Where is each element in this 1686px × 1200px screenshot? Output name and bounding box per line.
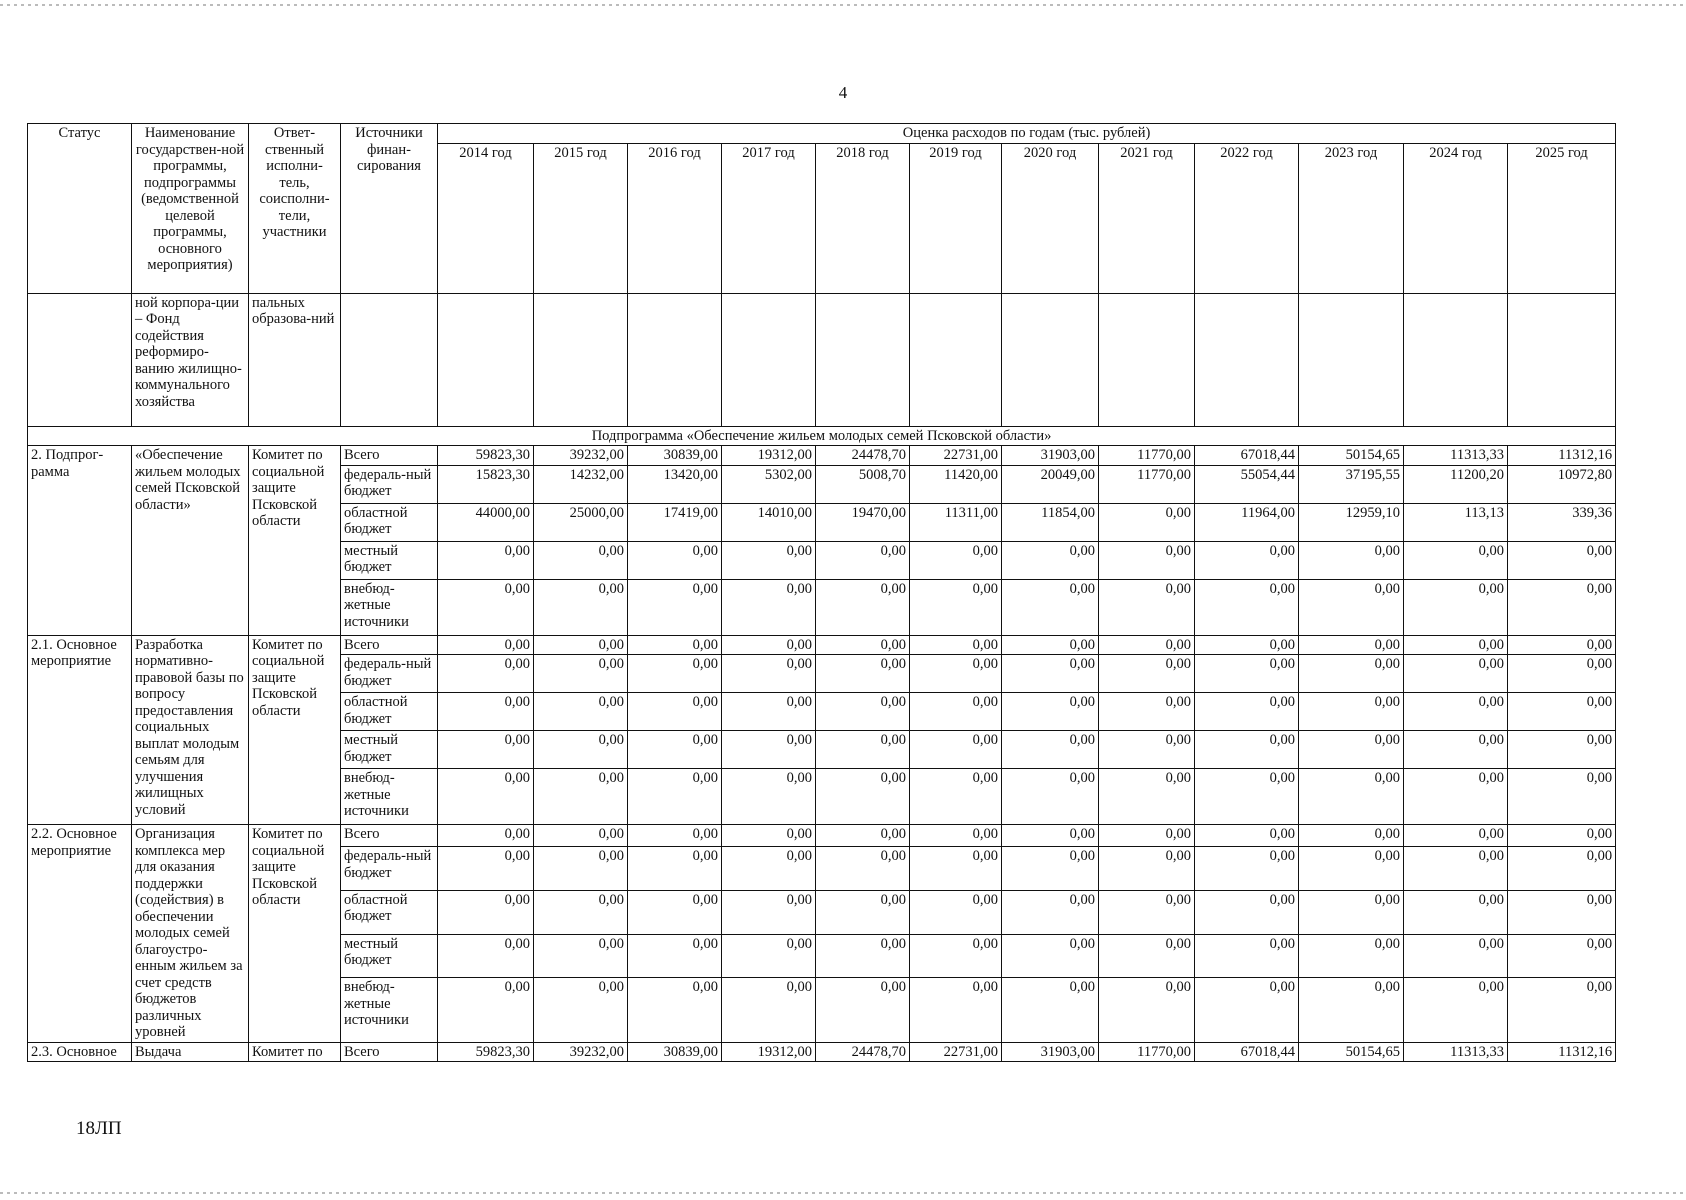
amount-cell: 0,00	[910, 579, 1002, 635]
amount-cell: 0,00	[1508, 934, 1616, 978]
continuation-cell	[1099, 293, 1195, 426]
amount-cell: 0,00	[1099, 978, 1195, 1042]
amount-cell: 0,00	[910, 635, 1002, 655]
amount-cell: 0,00	[816, 635, 910, 655]
amount-cell: 11313,33	[1404, 1042, 1508, 1062]
header-status: Статус	[28, 124, 132, 294]
funding-source: областной бюджет	[341, 890, 438, 934]
amount-cell: 11200,20	[1404, 465, 1508, 503]
amount-cell: 0,00	[1195, 693, 1299, 731]
amount-cell: 0,00	[1508, 769, 1616, 825]
funding-source: Всего	[341, 446, 438, 466]
amount-cell: 0,00	[1299, 635, 1404, 655]
amount-cell: 0,00	[1508, 693, 1616, 731]
amount-cell: 24478,70	[816, 1042, 910, 1062]
amount-cell: 30839,00	[628, 1042, 722, 1062]
amount-cell: 0,00	[816, 579, 910, 635]
amount-cell: 39232,00	[534, 446, 628, 466]
continuation-name: ной корпора-ции – Фонд содействия реформиро-ванию жилищно-коммунального хозяйства	[132, 293, 249, 426]
amount-cell: 0,00	[1404, 635, 1508, 655]
amount-cell: 0,00	[1299, 769, 1404, 825]
amount-cell: 0,00	[1195, 635, 1299, 655]
amount-cell: 0,00	[438, 579, 534, 635]
funding-source: федераль-ный бюджет	[341, 847, 438, 891]
amount-cell: 0,00	[1299, 655, 1404, 693]
amount-cell: 11964,00	[1195, 503, 1299, 541]
amount-cell: 0,00	[1002, 847, 1099, 891]
amount-cell: 0,00	[722, 934, 816, 978]
amount-cell: 0,00	[1195, 655, 1299, 693]
amount-cell: 0,00	[438, 731, 534, 769]
amount-cell: 0,00	[628, 693, 722, 731]
amount-cell: 0,00	[1099, 731, 1195, 769]
amount-cell: 11420,00	[910, 465, 1002, 503]
amount-cell: 0,00	[1099, 769, 1195, 825]
amount-cell: 0,00	[722, 890, 816, 934]
amount-cell: 0,00	[722, 978, 816, 1042]
funding-source: областной бюджет	[341, 503, 438, 541]
amount-cell: 0,00	[1299, 693, 1404, 731]
amount-cell: 11770,00	[1099, 446, 1195, 466]
amount-cell: 0,00	[1508, 579, 1616, 635]
funding-source: внебюд-жетные источники	[341, 769, 438, 825]
amount-cell: 0,00	[1002, 579, 1099, 635]
page-number: 4	[838, 83, 848, 102]
continuation-row	[28, 293, 1616, 426]
amount-cell: 0,00	[534, 731, 628, 769]
funding-source: местный бюджет	[341, 731, 438, 769]
amount-cell: 22731,00	[910, 446, 1002, 466]
amount-cell: 0,00	[534, 890, 628, 934]
amount-cell: 14232,00	[534, 465, 628, 503]
amount-cell: 0,00	[1099, 503, 1195, 541]
amount-cell: 0,00	[816, 934, 910, 978]
amount-cell: 0,00	[534, 579, 628, 635]
amount-cell: 59823,30	[438, 1042, 534, 1062]
continuation-cell	[1404, 293, 1508, 426]
amount-cell: 0,00	[1195, 541, 1299, 579]
amount-cell: 0,00	[1195, 890, 1299, 934]
amount-cell: 31903,00	[1002, 446, 1099, 466]
table-row	[28, 825, 1616, 847]
table-row	[28, 635, 1616, 655]
amount-cell: 11313,33	[1404, 446, 1508, 466]
amount-cell: 31903,00	[1002, 1042, 1099, 1062]
amount-cell: 0,00	[910, 693, 1002, 731]
header-year: 2024 год	[1404, 143, 1508, 293]
amount-cell: 0,00	[816, 655, 910, 693]
amount-cell: 0,00	[910, 655, 1002, 693]
header-name: Наименование государствен-ной программы, подпрограммы (ведомственной целевой программы, основного мероприятия)	[132, 124, 249, 294]
amount-cell: 5302,00	[722, 465, 816, 503]
amount-cell: 0,00	[1002, 541, 1099, 579]
amount-cell: 0,00	[910, 890, 1002, 934]
header-year: 2014 год	[438, 143, 534, 293]
amount-cell: 5008,70	[816, 465, 910, 503]
expenditure-table	[27, 123, 1616, 1062]
amount-cell: 0,00	[534, 978, 628, 1042]
amount-cell: 0,00	[722, 541, 816, 579]
amount-cell: 0,00	[1099, 635, 1195, 655]
header-year: 2021 год	[1099, 143, 1195, 293]
amount-cell: 0,00	[910, 847, 1002, 891]
amount-cell: 19470,00	[816, 503, 910, 541]
amount-cell: 0,00	[628, 978, 722, 1042]
funding-source: федераль-ный бюджет	[341, 465, 438, 503]
amount-cell: 0,00	[1404, 978, 1508, 1042]
amount-cell: 0,00	[534, 847, 628, 891]
row-status: 2. Подпрог-рамма	[28, 446, 132, 636]
header-year: 2020 год	[1002, 143, 1099, 293]
amount-cell: 0,00	[1002, 655, 1099, 693]
footer-code: 18ЛП	[76, 1118, 122, 1139]
amount-cell: 0,00	[722, 693, 816, 731]
amount-cell: 0,00	[910, 978, 1002, 1042]
amount-cell: 11311,00	[910, 503, 1002, 541]
continuation-cell	[910, 293, 1002, 426]
amount-cell: 0,00	[438, 978, 534, 1042]
amount-cell: 0,00	[1002, 731, 1099, 769]
amount-cell: 0,00	[1508, 635, 1616, 655]
amount-cell: 14010,00	[722, 503, 816, 541]
row-responsible: Комитет по социальной защите Псковской области	[249, 446, 341, 636]
amount-cell: 0,00	[438, 890, 534, 934]
amount-cell: 11312,16	[1508, 1042, 1616, 1062]
amount-cell: 0,00	[1299, 847, 1404, 891]
amount-cell: 11770,00	[1099, 1042, 1195, 1062]
amount-cell: 17419,00	[628, 503, 722, 541]
table-row	[28, 1042, 1616, 1062]
amount-cell: 0,00	[910, 731, 1002, 769]
amount-cell: 30839,00	[628, 446, 722, 466]
funding-source: федераль-ный бюджет	[341, 655, 438, 693]
amount-cell: 0,00	[628, 825, 722, 847]
row-status: 2.2. Основное мероприятие	[28, 825, 132, 1043]
amount-cell: 0,00	[628, 579, 722, 635]
amount-cell: 0,00	[1195, 847, 1299, 891]
continuation-status	[28, 293, 132, 426]
row-status: 2.3. Основное	[28, 1042, 132, 1062]
amount-cell: 0,00	[534, 769, 628, 825]
amount-cell: 0,00	[1299, 825, 1404, 847]
table-body	[28, 293, 1616, 1062]
amount-cell: 0,00	[1002, 934, 1099, 978]
amount-cell: 0,00	[910, 934, 1002, 978]
amount-cell: 0,00	[1404, 825, 1508, 847]
amount-cell: 12959,10	[1299, 503, 1404, 541]
amount-cell: 0,00	[1099, 890, 1195, 934]
header-year: 2018 год	[816, 143, 910, 293]
funding-source: местный бюджет	[341, 541, 438, 579]
amount-cell: 0,00	[1002, 978, 1099, 1042]
continuation-cell	[1002, 293, 1099, 426]
amount-cell: 0,00	[1299, 541, 1404, 579]
amount-cell: 22731,00	[910, 1042, 1002, 1062]
amount-cell: 0,00	[1099, 579, 1195, 635]
amount-cell: 0,00	[722, 579, 816, 635]
amount-cell: 0,00	[816, 541, 910, 579]
amount-cell: 0,00	[628, 635, 722, 655]
amount-cell: 50154,65	[1299, 1042, 1404, 1062]
amount-cell: 0,00	[1508, 825, 1616, 847]
continuation-source	[341, 293, 438, 426]
amount-cell: 0,00	[816, 731, 910, 769]
amount-cell: 0,00	[722, 769, 816, 825]
amount-cell: 0,00	[534, 934, 628, 978]
continuation-cell	[1195, 293, 1299, 426]
amount-cell: 0,00	[1404, 579, 1508, 635]
funding-source: местный бюджет	[341, 934, 438, 978]
amount-cell: 50154,65	[1299, 446, 1404, 466]
amount-cell: 0,00	[628, 769, 722, 825]
amount-cell: 13420,00	[628, 465, 722, 503]
amount-cell: 0,00	[1404, 541, 1508, 579]
row-responsible: Комитет по социальной защите Псковской области	[249, 635, 341, 825]
amount-cell: 0,00	[534, 655, 628, 693]
amount-cell: 0,00	[1002, 693, 1099, 731]
amount-cell: 0,00	[534, 541, 628, 579]
amount-cell: 0,00	[816, 890, 910, 934]
amount-cell: 0,00	[722, 655, 816, 693]
funding-source: внебюд-жетные источники	[341, 579, 438, 635]
subprogram-title: Подпрограмма «Обеспечение жильем молодых семей Псковской области»	[28, 426, 1616, 446]
amount-cell: 0,00	[1099, 693, 1195, 731]
amount-cell: 25000,00	[534, 503, 628, 541]
header-year: 2017 год	[722, 143, 816, 293]
amount-cell: 0,00	[438, 825, 534, 847]
amount-cell: 0,00	[1299, 890, 1404, 934]
amount-cell: 0,00	[1195, 731, 1299, 769]
amount-cell: 0,00	[1299, 978, 1404, 1042]
amount-cell: 20049,00	[1002, 465, 1099, 503]
amount-cell: 0,00	[722, 635, 816, 655]
continuation-responsible: пальных образова-ний	[249, 293, 341, 426]
amount-cell: 0,00	[628, 655, 722, 693]
amount-cell: 10972,80	[1508, 465, 1616, 503]
amount-cell: 0,00	[1404, 731, 1508, 769]
amount-cell: 0,00	[1299, 579, 1404, 635]
amount-cell: 0,00	[1195, 978, 1299, 1042]
amount-cell: 0,00	[1508, 541, 1616, 579]
scan-edge-bottom	[0, 1192, 1686, 1194]
funding-source: внебюд-жетные источники	[341, 978, 438, 1042]
amount-cell: 0,00	[534, 693, 628, 731]
header-estimate: Оценка расходов по годам (тыс. рублей)	[438, 124, 1616, 144]
amount-cell: 339,36	[1508, 503, 1616, 541]
amount-cell: 0,00	[1404, 847, 1508, 891]
amount-cell: 67018,44	[1195, 446, 1299, 466]
header-year: 2016 год	[628, 143, 722, 293]
amount-cell: 0,00	[438, 934, 534, 978]
amount-cell: 0,00	[910, 541, 1002, 579]
amount-cell: 39232,00	[534, 1042, 628, 1062]
amount-cell: 0,00	[1404, 769, 1508, 825]
continuation-cell	[438, 293, 534, 426]
amount-cell: 0,00	[1195, 769, 1299, 825]
amount-cell: 0,00	[628, 541, 722, 579]
amount-cell: 0,00	[1099, 825, 1195, 847]
amount-cell: 11854,00	[1002, 503, 1099, 541]
amount-cell: 0,00	[1099, 934, 1195, 978]
amount-cell: 0,00	[816, 847, 910, 891]
amount-cell: 0,00	[816, 825, 910, 847]
header-year: 2025 год	[1508, 143, 1616, 293]
amount-cell: 0,00	[816, 693, 910, 731]
amount-cell: 0,00	[910, 769, 1002, 825]
amount-cell: 37195,55	[1299, 465, 1404, 503]
amount-cell: 0,00	[628, 731, 722, 769]
continuation-cell	[1299, 293, 1404, 426]
row-name: Разработка нормативно-правовой базы по вопросу предоставления социальных выплат молодым семьям для улучшения жилищных условий	[132, 635, 249, 825]
amount-cell: 0,00	[1508, 978, 1616, 1042]
amount-cell: 0,00	[438, 769, 534, 825]
scan-edge-top	[0, 4, 1686, 6]
continuation-cell	[1508, 293, 1616, 426]
row-name: Организация комплекса мер для оказания поддержки (содействия) в обеспечении молодых семей благоустро-енным жильем за счет средств бюджетов различных уровней	[132, 825, 249, 1043]
amount-cell: 44000,00	[438, 503, 534, 541]
amount-cell: 0,00	[1508, 655, 1616, 693]
amount-cell: 0,00	[1002, 890, 1099, 934]
header-year: 2019 год	[910, 143, 1002, 293]
subprogram-title-row	[28, 426, 1616, 446]
row-name: «Обеспечение жильем молодых семей Псковской области»	[132, 446, 249, 636]
amount-cell: 0,00	[1195, 934, 1299, 978]
amount-cell: 11312,16	[1508, 446, 1616, 466]
amount-cell: 0,00	[534, 635, 628, 655]
header-sources: Источники финан-сирования	[341, 124, 438, 294]
continuation-cell	[722, 293, 816, 426]
amount-cell: 0,00	[1099, 541, 1195, 579]
continuation-cell	[534, 293, 628, 426]
funding-source: Всего	[341, 825, 438, 847]
amount-cell: 0,00	[534, 825, 628, 847]
amount-cell: 0,00	[1404, 655, 1508, 693]
amount-cell: 19312,00	[722, 446, 816, 466]
amount-cell: 11770,00	[1099, 465, 1195, 503]
header-year: 2015 год	[534, 143, 628, 293]
funding-source: областной бюджет	[341, 693, 438, 731]
amount-cell: 0,00	[438, 635, 534, 655]
amount-cell: 0,00	[1404, 890, 1508, 934]
amount-cell: 0,00	[438, 655, 534, 693]
amount-cell: 0,00	[628, 890, 722, 934]
amount-cell: 59823,30	[438, 446, 534, 466]
amount-cell: 0,00	[722, 825, 816, 847]
amount-cell: 0,00	[910, 825, 1002, 847]
row-name: Выдача	[132, 1042, 249, 1062]
amount-cell: 0,00	[1002, 635, 1099, 655]
amount-cell: 0,00	[1299, 934, 1404, 978]
amount-cell: 113,13	[1404, 503, 1508, 541]
row-responsible: Комитет по социальной защите Псковской области	[249, 825, 341, 1043]
amount-cell: 0,00	[1404, 693, 1508, 731]
row-status: 2.1. Основное мероприятие	[28, 635, 132, 825]
amount-cell: 0,00	[1299, 731, 1404, 769]
table-row	[28, 446, 1616, 466]
continuation-cell	[628, 293, 722, 426]
amount-cell: 0,00	[438, 541, 534, 579]
funding-source: Всего	[341, 1042, 438, 1062]
amount-cell: 24478,70	[816, 446, 910, 466]
header-year: 2023 год	[1299, 143, 1404, 293]
row-responsible: Комитет по	[249, 1042, 341, 1062]
amount-cell: 0,00	[1099, 847, 1195, 891]
amount-cell: 0,00	[816, 978, 910, 1042]
amount-cell: 0,00	[1195, 825, 1299, 847]
amount-cell: 0,00	[1508, 731, 1616, 769]
amount-cell: 0,00	[1195, 579, 1299, 635]
amount-cell: 0,00	[438, 693, 534, 731]
amount-cell: 0,00	[1508, 847, 1616, 891]
amount-cell: 0,00	[628, 934, 722, 978]
header-responsible: Ответ-ственный исполни-тель, соисполни-тели, участники	[249, 124, 341, 294]
amount-cell: 0,00	[628, 847, 722, 891]
amount-cell: 0,00	[1099, 655, 1195, 693]
amount-cell: 0,00	[816, 769, 910, 825]
header-row	[28, 124, 1616, 144]
funding-source: Всего	[341, 635, 438, 655]
amount-cell: 0,00	[1508, 890, 1616, 934]
amount-cell: 0,00	[722, 847, 816, 891]
amount-cell: 67018,44	[1195, 1042, 1299, 1062]
continuation-cell	[816, 293, 910, 426]
header-year: 2022 год	[1195, 143, 1299, 293]
amount-cell: 0,00	[438, 847, 534, 891]
amount-cell: 19312,00	[722, 1042, 816, 1062]
amount-cell: 0,00	[1002, 825, 1099, 847]
amount-cell: 0,00	[1002, 769, 1099, 825]
amount-cell: 55054,44	[1195, 465, 1299, 503]
amount-cell: 0,00	[722, 731, 816, 769]
amount-cell: 15823,30	[438, 465, 534, 503]
amount-cell: 0,00	[1404, 934, 1508, 978]
